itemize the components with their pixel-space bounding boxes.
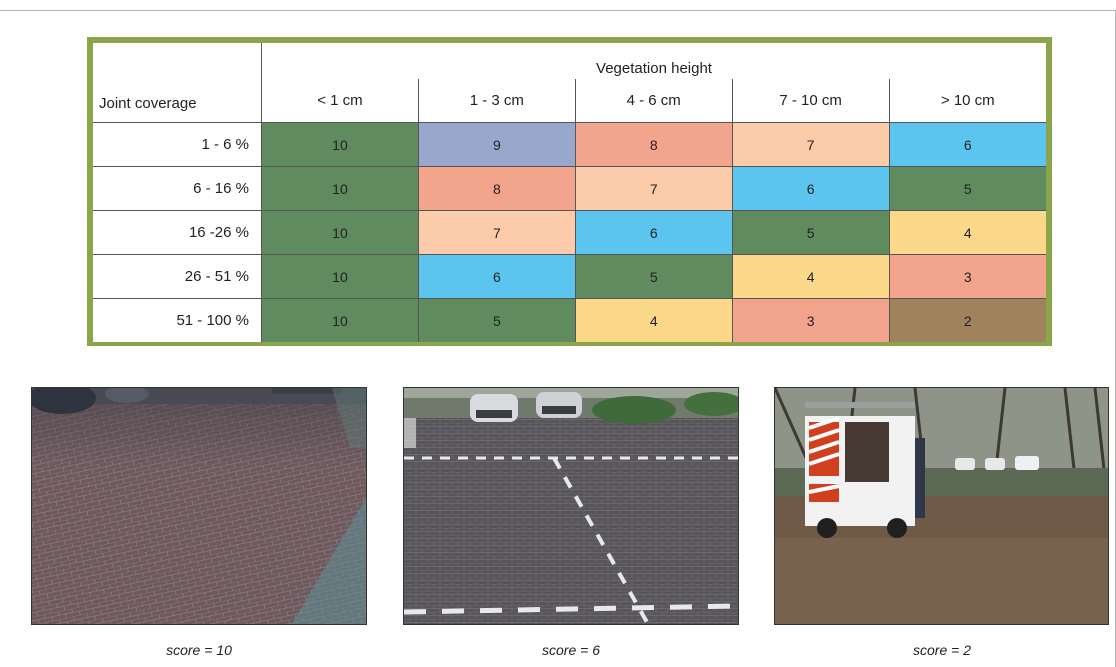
score-cell: 10 [262, 299, 419, 343]
score-table [87, 37, 1052, 346]
score-cell: 5 [418, 299, 575, 343]
row-label: 1 - 6 % [93, 123, 262, 167]
score-cell: 4 [575, 299, 732, 343]
table-row [93, 255, 1046, 299]
photo-caption: score = 10 [166, 642, 232, 658]
score-cell: 6 [418, 255, 575, 299]
score-cell: 6 [575, 211, 732, 255]
score-cell: 7 [575, 167, 732, 211]
parking-lot-photo-graphic [404, 388, 738, 624]
score-cell: 5 [732, 211, 889, 255]
table-row [93, 211, 1046, 255]
score-cell: 10 [262, 167, 419, 211]
pavement-photo-graphic [32, 388, 366, 624]
van-photo-graphic [775, 388, 1108, 624]
score-cell: 7 [732, 123, 889, 167]
table-row [93, 299, 1046, 343]
score-cell: 7 [418, 211, 575, 255]
score-cell: 5 [575, 255, 732, 299]
score-cell: 6 [889, 123, 1046, 167]
score-cell: 3 [732, 299, 889, 343]
top-frame-line [0, 10, 1116, 11]
column-header: 4 - 6 cm [575, 79, 732, 123]
score-cell: 10 [262, 211, 419, 255]
photo-van-score-2 [774, 387, 1109, 625]
table-row [93, 123, 1046, 167]
score-cell: 10 [262, 255, 419, 299]
score-cell: 4 [732, 255, 889, 299]
photo-pavement-score-10 [31, 387, 367, 625]
row-label: 51 - 100 % [93, 299, 262, 343]
score-cell: 10 [262, 123, 419, 167]
row-label: 16 -26 % [93, 211, 262, 255]
score-cell: 6 [732, 167, 889, 211]
vegetation-height-header: Vegetation height [596, 60, 712, 77]
score-cell: 8 [418, 167, 575, 211]
score-cell: 9 [418, 123, 575, 167]
table-row [93, 167, 1046, 211]
score-cell: 8 [575, 123, 732, 167]
score-cell: 4 [889, 211, 1046, 255]
score-grid [93, 43, 1046, 342]
photo-caption: score = 2 [913, 642, 971, 658]
column-header: 1 - 3 cm [418, 79, 575, 123]
row-label: 6 - 16 % [93, 167, 262, 211]
score-cell: 5 [889, 167, 1046, 211]
photo-caption: score = 6 [542, 642, 600, 658]
column-header: < 1 cm [262, 79, 419, 123]
row-label: 26 - 51 % [93, 255, 262, 299]
photo-parking-lot-score-6 [403, 387, 739, 625]
column-header: 7 - 10 cm [732, 79, 889, 123]
row-header-title: Joint coverage [93, 43, 262, 123]
score-cell: 3 [889, 255, 1046, 299]
column-header: > 10 cm [889, 79, 1046, 123]
score-cell: 2 [889, 299, 1046, 343]
